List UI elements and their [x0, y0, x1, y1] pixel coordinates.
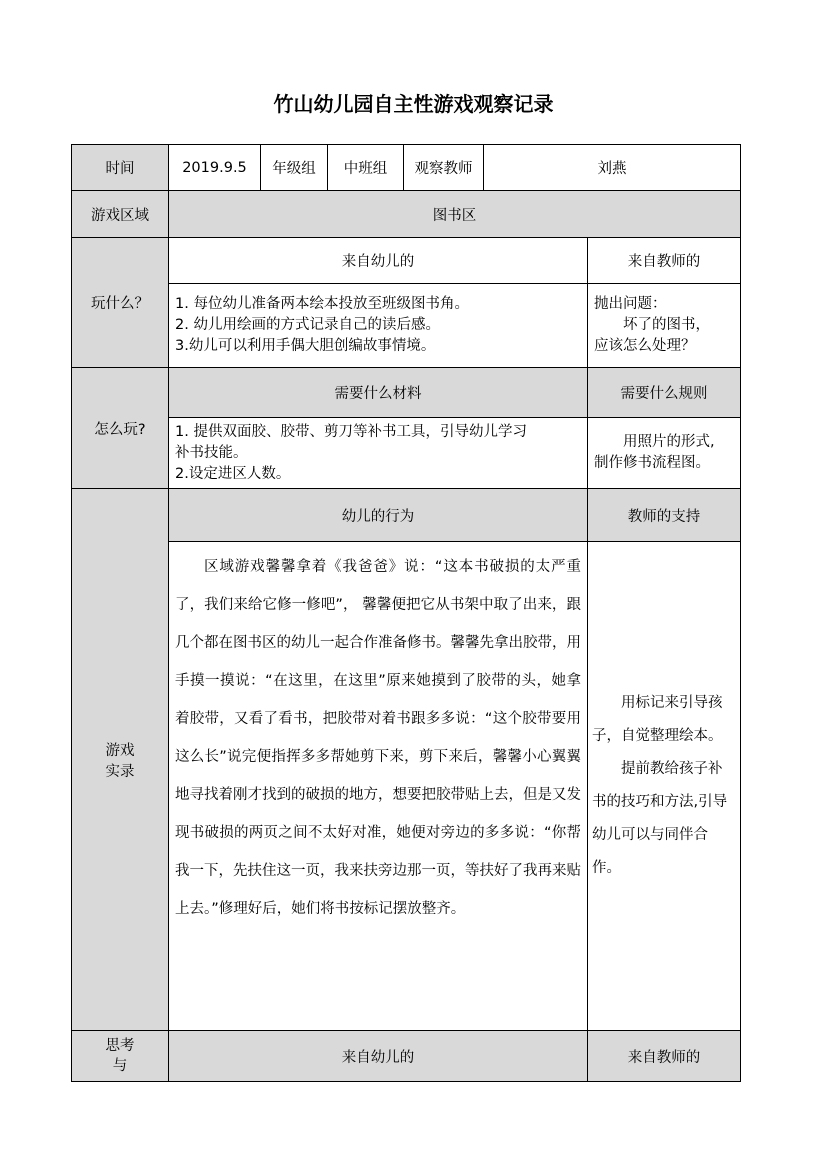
- material-item: 1. 提供双面胶、胶带、剪刀等补书工具，引导幼儿学习: [175, 423, 527, 440]
- record-content-row: [72, 542, 741, 1031]
- how-label: 怎么玩?: [72, 368, 169, 489]
- reflect-child-header: 来自幼儿的: [169, 1031, 588, 1082]
- record-label-line: 实录: [105, 763, 135, 780]
- teacher-label: 观察教师: [404, 145, 484, 191]
- grade-value: 中班组: [328, 145, 404, 191]
- record-header-row: [72, 489, 741, 542]
- how-header-row: [72, 368, 741, 418]
- support-paragraph: 提前教给孩子补书的技巧和方法,引导幼儿可以与同伴合作。: [592, 761, 728, 876]
- what-child-items: [169, 284, 588, 368]
- page-title: 竹山幼儿园自主性游戏观察记录: [273, 92, 554, 116]
- rules-content: [588, 418, 741, 489]
- how-content-row: [72, 418, 741, 489]
- what-content-row: [72, 284, 741, 368]
- grade-label: 年级组: [261, 145, 328, 191]
- material-item: 补书技能。: [175, 444, 248, 461]
- record-label-line: 游戏: [105, 742, 135, 759]
- rules-header: 需要什么规则: [588, 368, 741, 418]
- behavior-content: [169, 542, 588, 1031]
- reflect-teacher-header: 来自教师的: [588, 1031, 741, 1082]
- area-row: [72, 191, 741, 238]
- support-header: 教师的支持: [588, 489, 741, 542]
- observation-table: [71, 144, 741, 1082]
- teacher-value: 刘燕: [484, 145, 741, 191]
- what-teacher-header: 来自教师的: [588, 238, 741, 284]
- time-value: 2019.9.5: [169, 145, 261, 191]
- area-label: 游戏区域: [72, 191, 169, 238]
- support-content: [588, 542, 741, 1031]
- rules-line: 用照片的形式,: [623, 434, 715, 450]
- material-items: [169, 418, 588, 489]
- what-teacher-content: [588, 284, 741, 368]
- what-label: 玩什么？: [72, 238, 169, 368]
- what-child-item: 3.幼儿可以利用手偶大胆创编故事情境。: [175, 338, 436, 354]
- teacher-line: 抛出问题：: [594, 296, 667, 312]
- what-child-item: 1. 每位幼儿准备两本绘本投放至班级图书角。: [175, 296, 469, 312]
- materials-header: 需要什么材料: [169, 368, 588, 418]
- time-label: 时间: [72, 145, 169, 191]
- reflect-row: [72, 1031, 741, 1082]
- reflect-label: [72, 1031, 169, 1082]
- what-header-row: [72, 238, 741, 284]
- material-item: 2.设定进区人数。: [175, 465, 291, 482]
- reflect-label-line: 与: [112, 1058, 128, 1074]
- what-child-header: 来自幼儿的: [169, 238, 588, 284]
- area-value: 图书区: [169, 191, 741, 238]
- rules-line: 制作修书流程图。: [594, 455, 710, 471]
- support-paragraph: 用标记来引导孩子，自觉整理绘本。: [592, 695, 723, 744]
- record-label: [72, 489, 169, 1031]
- what-child-item: 2. 幼儿用绘画的方式记录自己的读后感。: [175, 317, 440, 333]
- behavior-narrative: 区域游戏馨馨拿着《我爸爸》说：“这本书破损的太严重了，我们来给它修一修吧”， 馨馨便把它从书架中取了出来，跟几个都在图书区的幼儿一起合作准备修书。馨馨先拿出胶带，用手摸一摸说：“在这里，在这里”原来她摸到了胶带的头，她拿着胶带，又看了看书，把胶带对着书跟多多说：“这个胶带要用这么长”说完便指挥多多帮她剪下来，剪下来后，馨馨小心翼翼地寻找着刚才找到的破损的地方，想要把胶带贴上去，但是又发现书破损的两页之间不太好对准，她便对旁边的多多说：“你帮我一下，先扶住这一页，我来扶旁边那一页，等扶好了我再来贴上去。”修理好后，她们将书按标记摆放整齐。: [175, 559, 581, 917]
- header-row: [72, 145, 741, 191]
- teacher-line: 坏了的图书，: [623, 317, 710, 333]
- reflect-label-line: 思考: [105, 1038, 135, 1054]
- behavior-header: 幼儿的行为: [169, 489, 588, 542]
- teacher-line: 应该怎么处理？: [594, 338, 696, 354]
